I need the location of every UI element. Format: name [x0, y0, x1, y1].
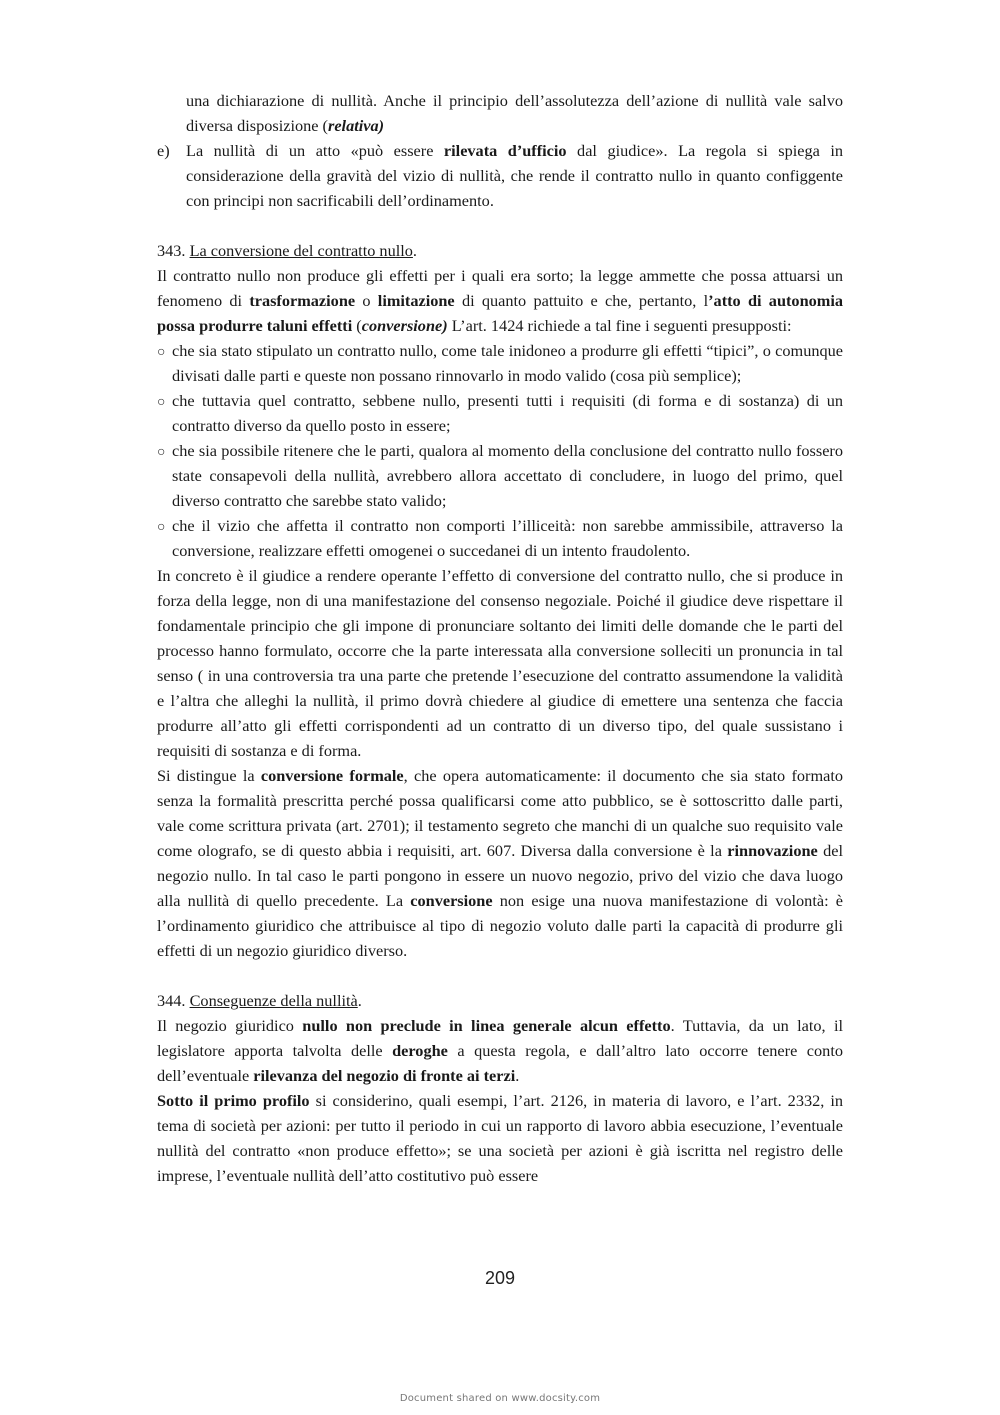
section-heading-344 — [157, 988, 843, 1013]
paragraph — [157, 263, 843, 338]
bold-term: nullo non preclude in linea generale alcun effetto — [302, 1016, 671, 1035]
text: una dichiarazione di nullità. Anche il principio dell’assolutezza dell’azione di nullità vale salvo diversa disposizione ( — [186, 91, 843, 135]
text: che il vizio che affetta il contratto non comporti l’illiceità: non sarebbe ammissibile, attraverso la conversione, realizzare effetti omogenei o succedanei di un intento fraudolento. — [172, 516, 843, 560]
section-number: 343. — [157, 241, 190, 260]
list-marker: e) — [157, 141, 170, 160]
bold-term: rilevanza del negozio di fronte ai terzi — [253, 1066, 516, 1085]
bold-term: conversione formale — [260, 766, 404, 785]
text: Si distingue la — [157, 766, 261, 785]
bold-term: ’atto di autonomia possa produrre taluni effetti — [157, 291, 843, 335]
text: Il contratto nullo non produce gli effetti per i quali era sorto; la legge ammette che possa attuarsi un fenomeno di — [157, 266, 843, 310]
text: , che opera automaticamente: il documento che sia stato formato senza la formalità prescritta perché possa qualificarsi come atto pubblico, se è sottoscritto dalle parti, vale come scrittura privata (art. 2701); il testamento segreto che manchi di un qualche suo requisito vale come olografo, se di questo abbia i requisiti, art. 607. Diversa dalla conversione è la — [157, 766, 843, 860]
paragraph: In concreto è il giudice a rendere operante l’effetto di conversione del contratto nullo, che si produce in forza della legge, non di una manifestazione del consenso negoziale. Poiché il giudice deve rispettare il fondamentale principio che gli impone di pronunciare soltanto dei limiti delle domande che le parti del processo hanno formulato, occorre che la parte interessata alla conversione solleciti un pronuncia in tal senso ( in una controversia tra una parte che pretende l’esecuzione del contratto assumendone la validità e l’altra che alleghi la nullità, il primo dovrà chiedere al giudice di emettere una sentenza che faccia produrre all’atto gli effetti corrispondenti ad un contratto di un diverso tipo, del quale sussistano i requisiti di sostanza e di forma. — [157, 566, 843, 760]
paragraph — [157, 1013, 843, 1088]
requirements-list — [157, 338, 843, 563]
text: non esige una nuova manifestazione di volontà: è l’ordinamento giuridico che attribuisce al tipo di negozio voluto dalle parti la capacità di produrre gli effetti di un negozio giuridico diverso. — [157, 891, 844, 960]
section-title: Conseguenze della nullità — [189, 991, 358, 1010]
text: ( — [352, 316, 362, 335]
circle-bullet-icon: ○ — [157, 445, 166, 460]
page-number: 209 — [484, 1268, 516, 1288]
text: o — [355, 291, 378, 310]
text: La nullità di un atto «può essere — [186, 141, 444, 160]
text: si considerino, quali esempi, l’art. 2126, in materia di lavoro, e l’art. 2332, in tema di società per azioni: per tutto il periodo in cui un rapporto di lavoro abbia esecuzione, l’eventuale nullità del contratto «non produce effetto»; se una società per azioni è già iscritta nel registro delle imprese, l’eventuale nullità dell’atto costitutivo può essere — [157, 1091, 844, 1185]
circle-bullet-icon: ○ — [157, 395, 166, 410]
text: a questa regola, e dall’altro lato occorre tenere conto dell’eventuale — [157, 1041, 843, 1085]
bold-term: rinnovazione — [727, 841, 818, 860]
bold-italic-term: relativa) — [327, 116, 385, 135]
text: . Tuttavia, da un lato, il legislatore apporta talvolta delle — [157, 1016, 843, 1060]
list-item — [157, 438, 843, 513]
section-number: 344. — [157, 991, 190, 1010]
section-heading-343 — [157, 238, 843, 263]
list-item — [157, 388, 843, 438]
section-title: La conversione del contratto nullo — [189, 241, 413, 260]
text: . — [357, 991, 362, 1010]
text: che tuttavia quel contratto, sebbene nullo, presenti tutti i requisiti (di forma e di sostanza) di un contratto diverso da quello posto in essere; — [172, 391, 843, 435]
document-page — [157, 88, 843, 1188]
text: che sia possibile ritenere che le parti, qualora al momento della conclusione del contratto nullo fossero state consapevoli della nullità, avrebbero allora accettato di concludere, in luogo del primo, quel diverso contratto che sarebbe stato valido; — [172, 441, 843, 510]
text: che sia stato stipulato un contratto nullo, come tale inidoneo a produrre gli effetti “tipici”, o comunque divisati dalle parti e queste non possano rinnovarlo in modo valido (cosa più semplice); — [172, 341, 843, 385]
bold-term: trasformazione — [249, 291, 356, 310]
bold-italic-term: conversione) — [361, 316, 448, 335]
circle-bullet-icon: ○ — [157, 520, 166, 535]
paragraph — [157, 1088, 843, 1188]
text: del negozio nullo. In tal caso le parti pongono in essere un nuovo negozio, privo del vizio che dava luogo alla nullità di quello precedente. La — [157, 841, 843, 910]
bold-term: limitazione — [377, 291, 455, 310]
list-item-e — [157, 138, 843, 213]
bold-term: Sotto il primo profilo — [157, 1091, 310, 1110]
paragraph — [157, 763, 843, 963]
text: dal giudice». La regola si spiega in considerazione della gravità del vizio di nullità, che rende il contratto nullo in quanto configgente con principi non sacrificabili dell’ordinamento. — [186, 141, 844, 210]
circle-bullet-icon: ○ — [157, 345, 166, 360]
text: L’art. 1424 richiede a tal fine i seguenti presupposti: — [447, 316, 792, 335]
continued-paragraph — [157, 88, 843, 138]
bold-term: conversione — [410, 891, 493, 910]
list-item — [157, 338, 843, 388]
text: . — [412, 241, 417, 260]
docsity-footer: Document shared on www.docsity.com — [399, 1393, 601, 1404]
text: di quanto pattuito e che, pertanto, l — [454, 291, 709, 310]
text: Il negozio giuridico — [157, 1016, 303, 1035]
text: . — [515, 1066, 520, 1085]
list-item — [157, 513, 843, 563]
bold-term: deroghe — [392, 1041, 448, 1060]
bold-term: rilevata d’ufficio — [443, 141, 567, 160]
